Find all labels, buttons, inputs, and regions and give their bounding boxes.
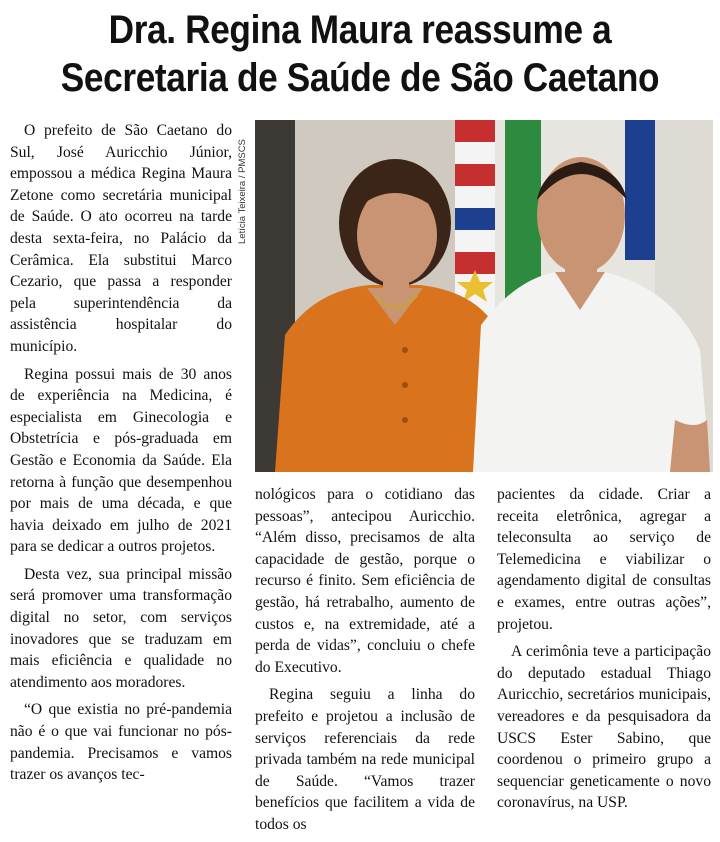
- paragraph: Desta vez, sua principal missão será promover uma transformação digital no setor, com serviços inovadores que se traduzam em mais eficiência e qualidade no atendimento aos moradores.: [10, 565, 232, 691]
- paragraph: A cerimônia teve a participação do deputado estadual Thiago Auricchio, secretários municipais, vereadores e da pesquisadora da USCS Ester Sabino, que coordenou o primeiro grupo a sequenciar geneticamente o novo coronavírus, na USP.: [497, 643, 711, 812]
- article-column-3: [497, 484, 711, 820]
- paragraph: “O que existia no pré-pandemia não é o que vai funcionar no pós-pandemia. Precisamos e vamos trazer os avanços tec-: [10, 701, 232, 784]
- photo-credit: Letícia Teixeira / PMSCS: [237, 139, 248, 244]
- headline-line-2: Secretaria de Saúde de São Caetano: [60, 56, 660, 100]
- headline: [43, 0, 677, 102]
- headline-line-1: Dra. Regina Maura reassume a: [108, 8, 612, 52]
- article-column-2: [255, 484, 475, 842]
- paragraph: Regina seguiu a linha do prefeito e projetou a inclusão de serviços referenciais da rede privada também na rede municipal de Saúde. “Vamos trazer benefícios que facilitem a vida de todos os: [255, 686, 475, 833]
- photo-illustration: [255, 120, 713, 472]
- paragraph: pacientes da cidade. Criar a receita eletrônica, agregar a teleconsulta ao serviço de Telemedicina e viabilizar o agendamento digital de consultas e exames, entre outras ações”, projetou.: [497, 486, 711, 633]
- article-column-1: [10, 120, 232, 792]
- paragraph: Regina possui mais de 30 anos de experiência na Medicina, é especialista em Ginecologia e Obstetrícia e pós-graduada em Gestão e Economia da Saúde. Ela retorna à função que desempenhou por mais de uma década, e que havia deixado em julho de 2021 para se dedicar a outros projetos.: [10, 365, 232, 556]
- flag-blue: [625, 120, 655, 260]
- paragraph: nológicos para o cotidiano das pessoas”, antecipou Auricchio. “Além disso, precisamos de alta capacidade de gestão, porque o recurso é finito. Sem eficiência de gestão, há retrabalho, aumento de custos e, na extremidade, até a perda de vidas”, concluiu o chefe do Executivo.: [255, 486, 475, 676]
- news-photo: [255, 120, 713, 472]
- paragraph: O prefeito de São Caetano do Sul, José Auricchio Júnior, empossou a médica Regina Maura Zetone como secretária municipal de Saúde. O ato ocorreu na tarde desta sexta-feira, no Palácio da Cerâmica. Ela substitui Marco Cezario, que passa a responder pela superintendência da assistência hospitalar do município.: [10, 122, 232, 355]
